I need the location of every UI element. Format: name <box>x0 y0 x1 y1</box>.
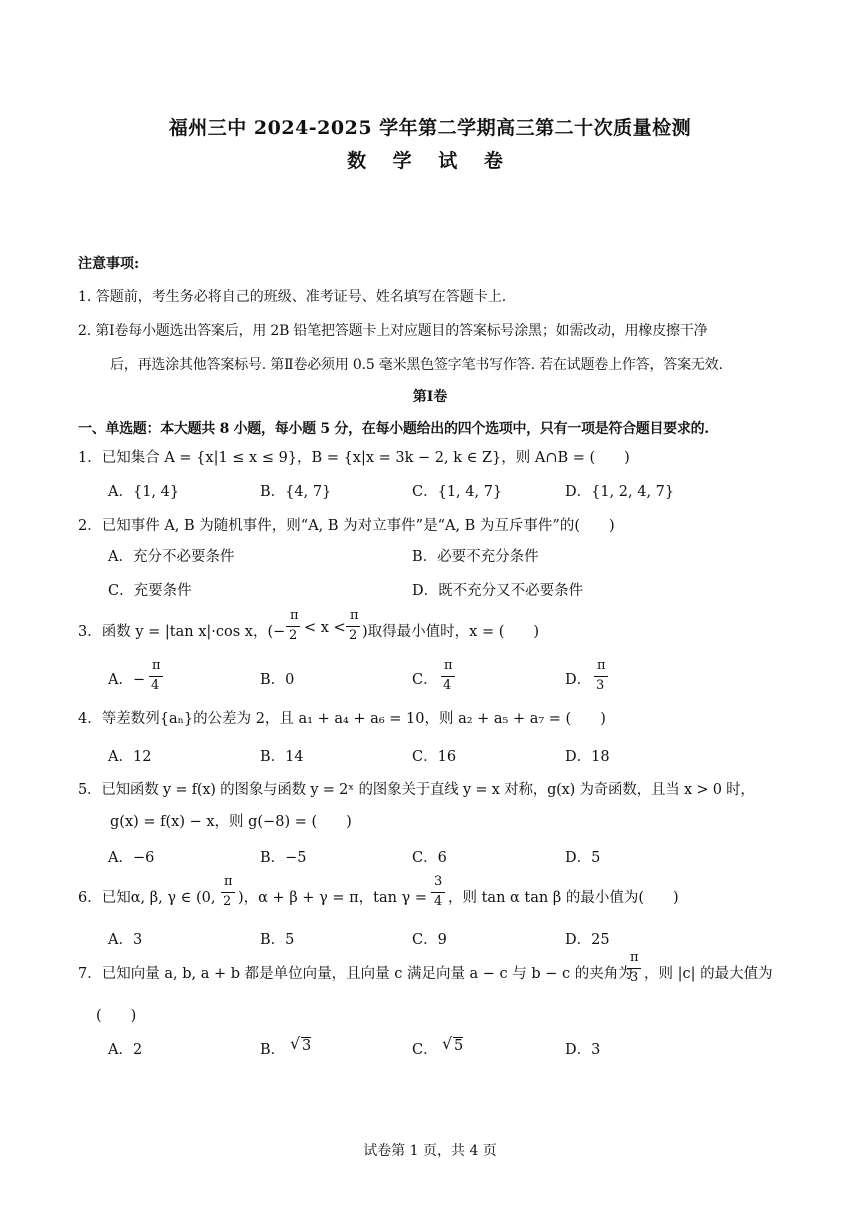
fraction-bar <box>441 676 455 677</box>
fraction-bar <box>431 892 445 893</box>
question-3-stem-mid: < x < <box>304 620 346 636</box>
sqrt-symbol: √ <box>442 1034 453 1053</box>
section-heading: 一、单选题：本大题共 8 小题，每小题 5 分，在每小题给出的四个选项中，只有一项是符合题目要求的. <box>78 421 709 437</box>
notice-item-1: 1. 答题前，考生务必将自己的班级、准考证号、姓名填写在答题卡上. <box>78 289 507 305</box>
question-7-option-c-radicand: 5 <box>454 1038 464 1054</box>
question-6-stem-post: ，则 tan α tan β 的最小值为( ) <box>448 890 679 906</box>
exam-title: 福州三中 2024-2025 学年第二学期高三第二十次质量检测 <box>168 117 692 139</box>
question-3-stem-pre: 3．函数 y = |tan x|·cos x，(− <box>78 624 286 640</box>
question-7-stem-pre: 7．已知向量 a, b, a + b 都是单位向量，且向量 c 满足向量 a − c 与 b − c 的夹角为 <box>78 966 633 982</box>
question-3-option-c-den: 4 <box>443 678 452 693</box>
sqrt-symbol: √ <box>290 1034 301 1053</box>
question-2-stem: 2．已知事件 A, B 为随机事件，则“A, B 为对立事件”是“A, B 为互斥事件”的( ) <box>78 518 615 534</box>
question-4-option-d: D．18 <box>565 749 610 765</box>
question-6-option-c: C．9 <box>412 932 447 948</box>
question-4-stem: 4．等差数列{aₙ}的公差为 2，且 a₁ + a₄ + a₆ = 10，则 a₂ + a₅ + a₇ = ( ) <box>78 711 606 727</box>
question-6-frac1-den: 2 <box>223 894 232 909</box>
question-7-option-d: D．3 <box>565 1042 601 1058</box>
question-5-option-c: C．6 <box>412 850 447 866</box>
question-6-option-a: A．3 <box>108 932 143 948</box>
question-3-frac2-num: π <box>350 608 359 623</box>
question-1-option-d: D．{1, 2, 4, 7} <box>565 484 675 500</box>
fraction-bar <box>346 626 360 627</box>
question-7-option-a: A．2 <box>108 1042 143 1058</box>
question-3-option-c-num: π <box>444 658 453 673</box>
question-1-stem: 1．已知集合 A = {x|1 ≤ x ≤ 9}，B = {x|x = 3k − 2, k ∈ Z}，则 A∩B = ( ) <box>78 450 630 466</box>
question-7-frac-den: 3 <box>630 970 639 985</box>
fraction-bar <box>594 676 608 677</box>
fraction-bar <box>221 892 235 893</box>
question-7-stem-post: ，则 |c| 的最大值为 <box>644 966 773 982</box>
part-label: 第Ⅰ卷 <box>412 389 448 405</box>
question-7-option-c-label: C． <box>412 1042 438 1058</box>
question-1-option-c: C．{1, 4, 7} <box>412 484 503 500</box>
fraction-bar <box>627 968 641 969</box>
exam-subtitle: 数 学 试 卷 <box>347 150 513 172</box>
question-1-option-b: B．{4, 7} <box>260 484 332 500</box>
question-3-option-a-label: A．− <box>108 672 146 688</box>
question-3-option-d-label: D． <box>565 672 592 688</box>
question-6-option-d: D．25 <box>565 932 610 948</box>
question-5-option-a: A．−6 <box>108 850 155 866</box>
question-7-frac-num: π <box>630 950 639 965</box>
question-4-option-b: B．14 <box>260 749 304 765</box>
question-3-frac1-den: 2 <box>289 628 298 643</box>
question-3-option-d-num: π <box>597 658 606 673</box>
question-3-option-c-label: C． <box>412 672 438 688</box>
question-2-option-a: A．充分不必要条件 <box>108 549 235 565</box>
notice-item-2-line-1: 2. 第Ⅰ卷每小题选出答案后，用 2B 铅笔把答题卡上对应题目的答案标号涂黑；如需改动，用橡皮擦干净 <box>78 323 708 339</box>
notice-item-2-line-2: 后，再选涂其他答案标号. 第Ⅱ卷必须用 0.5 毫米黑色签字笔书写作答. 若在试题卷上作答，答案无效. <box>110 357 723 373</box>
page-footer: 试卷第 1 页，共 4 页 <box>363 1143 497 1159</box>
fraction-bar <box>286 626 300 627</box>
question-3-frac1-num: π <box>290 608 299 623</box>
question-5-stem-line-2: g(x) = f(x) − x，则 g(−8) = ( ) <box>110 814 352 830</box>
question-3-frac2-den: 2 <box>349 628 358 643</box>
question-3-stem-post: )取得最小值时，x = ( ) <box>362 624 540 640</box>
question-6-stem-pre: 6．已知α, β, γ ∈ (0, <box>78 890 216 906</box>
fraction-bar <box>149 676 163 677</box>
question-3-option-b: B．0 <box>260 672 295 688</box>
question-1-option-a: A．{1, 4} <box>108 484 180 500</box>
question-2-option-c: C．充要条件 <box>108 583 192 599</box>
question-6-frac2-num: 3 <box>434 874 443 889</box>
question-5-option-d: D．5 <box>565 850 601 866</box>
question-4-option-a: A．12 <box>108 749 152 765</box>
question-6-stem-mid: )，α + β + γ = π，tan γ = <box>238 890 427 906</box>
question-7-option-b-radicand: 3 <box>302 1038 312 1054</box>
question-7-option-b-label: B． <box>260 1042 286 1058</box>
question-4-option-c: C．16 <box>412 749 457 765</box>
question-3-option-a-num: π <box>152 658 161 673</box>
question-5-option-b: B．−5 <box>260 850 307 866</box>
question-3-option-a-den: 4 <box>151 678 160 693</box>
notice-heading: 注意事项: <box>78 256 140 272</box>
question-5-stem-line-1: 5．已知函数 y = f(x) 的图象与函数 y = 2ˣ 的图象关于直线 y = x 对称，g(x) 为奇函数，且当 x > 0 时， <box>78 782 755 798</box>
question-6-option-b: B．5 <box>260 932 295 948</box>
question-2-option-d: D．既不充分又不必要条件 <box>412 583 584 599</box>
question-3-option-d-den: 3 <box>596 678 605 693</box>
question-6-frac2-den: 4 <box>434 894 443 909</box>
question-6-frac1-num: π <box>224 874 233 889</box>
question-7-stem-line-2: ( ) <box>96 1008 137 1024</box>
question-2-option-b: B．必要不充分条件 <box>412 549 539 565</box>
